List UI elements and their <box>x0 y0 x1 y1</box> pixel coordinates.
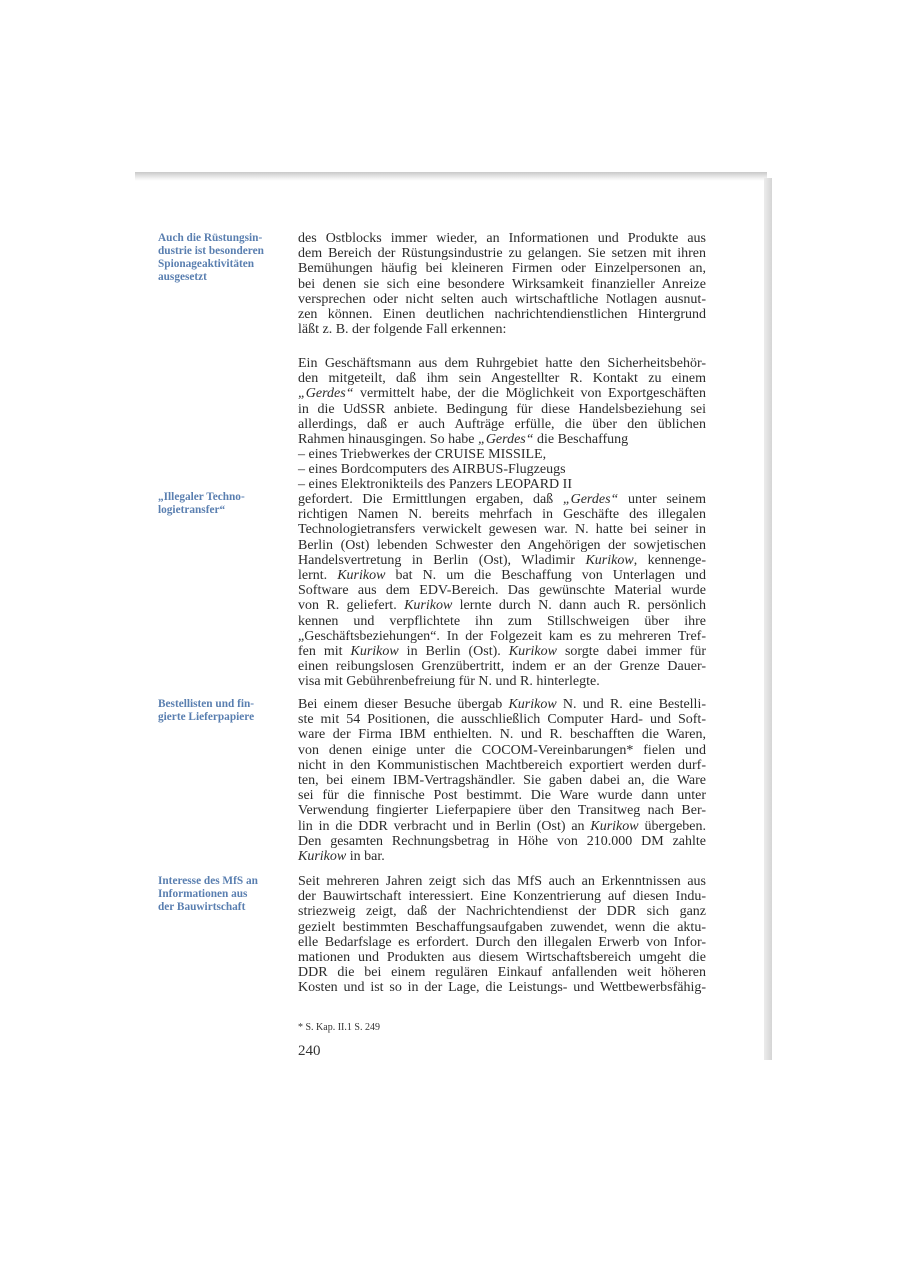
paragraph-order-list <box>298 697 706 864</box>
text-line: ware der Firma IBM enthielten. N. und R. beschafften die Waren, <box>298 727 706 743</box>
text-line: Den gesamten Rechnungsbetrag in Höhe von 210.000 DM zahlte <box>298 833 706 849</box>
margin-note-line: dustrie ist besonderen <box>158 245 264 257</box>
procurement-list <box>298 447 706 493</box>
text-line: den mitgeteilt, daß ihm sein Angestellter R. Kontakt zu einem <box>298 371 706 387</box>
paragraph-construction <box>298 874 706 996</box>
page-number: 240 <box>298 1043 321 1059</box>
text-line: Kosten und ist so in der Lage, die Leistungs- und Wettbewerbsfähig- <box>298 980 706 996</box>
text-line: gezielt bestimmten Beschaffungsaufgaben zuwendet, wenn die aktu- <box>298 919 706 935</box>
text-line: ste mit 54 Positionen, die ausschließlich Computer Hard- und Soft- <box>298 712 706 728</box>
text-line: zen können. Einen deutlichen nachrichtendienstlichen Hintergrund <box>298 307 706 323</box>
text-line: bei denen sie sich eine besondere Wirksamkeit finanzieller Anreize <box>298 276 706 292</box>
text-line: – eines Bordcomputers des AIRBUS-Flugzeugs <box>298 462 566 478</box>
margin-note-line: Spionageaktivitäten <box>158 258 255 270</box>
text-line: – eines Elektronikteils des Panzers LEOPARD II <box>298 477 572 493</box>
text-line: allerdings, daß er auch Aufträge erfülle, die über den üblichen <box>298 416 706 432</box>
page-top-shadow <box>135 172 767 181</box>
text-line: Handelsvertretung in Berlin (Ost), Wladimir Kurikow, kennenge- <box>298 552 706 568</box>
text-line: Bei einem dieser Besuche übergab Kurikow N. und R. eine Bestelli- <box>298 697 706 712</box>
text-line: Verwendung fingierter Lieferpapiere über den Transitweg nach Ber- <box>298 803 706 819</box>
margin-note-ruestungsindustrie <box>158 232 278 284</box>
text-line: elle Bedarfslage es erfordert. Durch den illegalen Erwerb von Infor- <box>298 934 706 950</box>
text-line: nicht in den Kommunistischen Machtbereich exportiert werden durf- <box>298 757 706 773</box>
text-line: versprechen oder nicht selten auch wirtschaftliche Notlagen ausnut- <box>298 291 706 307</box>
text-line: – eines Triebwerkes der CRUISE MISSILE, <box>298 447 547 462</box>
margin-note-line: Interesse des MfS an <box>158 875 258 887</box>
text-line: Kurikow in bar. <box>298 849 385 865</box>
text-line: „Geschäftsbeziehungen“. In der Folgezeit kam es zu mehreren Tref- <box>298 628 706 644</box>
text-line: kennen und verpflichtete ihn zum Stillschweigen über ihre <box>298 613 706 629</box>
margin-note-line: Informationen aus <box>158 888 248 900</box>
text-line: Bemühungen häufig bei kleineren Firmen oder Einzelpersonen an, <box>298 261 706 277</box>
footnote: * S. Kap. II.1 S. 249 <box>298 1022 380 1033</box>
text-line: sei für die finnische Post bestimmt. Die Ware wurde dann unter <box>298 788 706 804</box>
paragraph-case-part2 <box>298 492 706 690</box>
paragraph-case-part1 <box>298 356 706 447</box>
text-line: mationen und Produkten aus diesem Wirtschaftsbereich umgeht die <box>298 950 706 966</box>
text-line: striezweig zeigt, daß der Nachrichtendienst der DDR sich ganz <box>298 904 706 920</box>
text-line: „Gerdes“ vermittelt habe, der die Möglichkeit von Exportgeschäften <box>298 386 706 402</box>
text-line: Rahmen hinausgingen. So habe „Gerdes“ die Beschaffung <box>298 432 629 448</box>
margin-note-technologietransfer <box>158 491 278 517</box>
margin-note-line: Auch die Rüstungsin- <box>158 232 263 244</box>
text-line: gefordert. Die Ermittlungen ergaben, daß „Gerdes“ unter seinem <box>298 492 706 507</box>
margin-note-line: ausgesetzt <box>158 271 207 283</box>
text-line: Technologietransfers verwickelt gewesen war. N. hatte bei seiner in <box>298 522 706 538</box>
margin-note-bestellisten <box>158 698 278 724</box>
text-line: von denen einige unter die COCOM-Vereinbarungen* fielen und <box>298 742 706 758</box>
text-line: des Ostblocks immer wieder, an Informationen und Produkte aus <box>298 231 706 246</box>
paragraph-intro <box>298 231 706 337</box>
text-line: visa mit Gebührenbefreiung für N. und R. hinterlegte. <box>298 674 600 690</box>
margin-note-line: logietransfer“ <box>158 504 226 516</box>
text-line: Ein Geschäftsmann aus dem Ruhrgebiet hatte den Sicherheitsbehör- <box>298 356 706 371</box>
text-line: der Bauwirtschaft interessiert. Eine Konzentrierung auf diesen Indu- <box>298 889 706 905</box>
text-line: richtigen Namen N. bereits mehrfach in Geschäfte des illegalen <box>298 507 706 523</box>
text-line: läßt z. B. der folgende Fall erkennen: <box>298 322 507 338</box>
text-line: Berlin (Ost) lebenden Schwester den Angehörigen der sowjetischen <box>298 537 706 553</box>
margin-note-bauwirtschaft <box>158 875 278 914</box>
margin-note-line: „Illegaler Techno- <box>158 491 245 503</box>
margin-note-line: der Bauwirtschaft <box>158 901 246 913</box>
text-line: DDR die bei einem regulären Einkauf anfallenden weit höheren <box>298 965 706 981</box>
margin-note-line: gierte Lieferpapiere <box>158 711 255 723</box>
text-line: fen mit Kurikow in Berlin (Ost). Kurikow sorgte dabei immer für <box>298 644 707 660</box>
text-line: dem Bereich der Rüstungsindustrie zu gelangen. Sie setzen mit ihren <box>298 246 706 262</box>
text-line: Software aus dem EDV-Bereich. Das gewünschte Material wurde <box>298 583 706 599</box>
text-line: von R. geliefert. Kurikow lernte durch N. dann auch R. persönlich <box>298 598 706 614</box>
margin-note-line: Bestellisten und fin- <box>158 698 255 710</box>
text-line: lin in die DDR verbracht und in Berlin (Ost) an Kurikow übergeben. <box>298 818 706 834</box>
text-line: in die UdSSR anbiete. Bedingung für diese Handelsbeziehung sei <box>298 401 706 417</box>
text-line: ten, bei einem IBM-Vertragshändler. Sie gaben dabei an, die Ware <box>298 773 706 789</box>
text-line: lernt. Kurikow bat N. um die Beschaffung von Unterlagen und <box>298 568 707 584</box>
text-line: Seit mehreren Jahren zeigt sich das MfS auch an Erkenntnissen aus <box>298 874 706 889</box>
page-right-edge <box>764 178 772 1060</box>
text-line: einen reibungslosen Grenzübertritt, indem er an der Grenze Dauer- <box>298 659 706 675</box>
